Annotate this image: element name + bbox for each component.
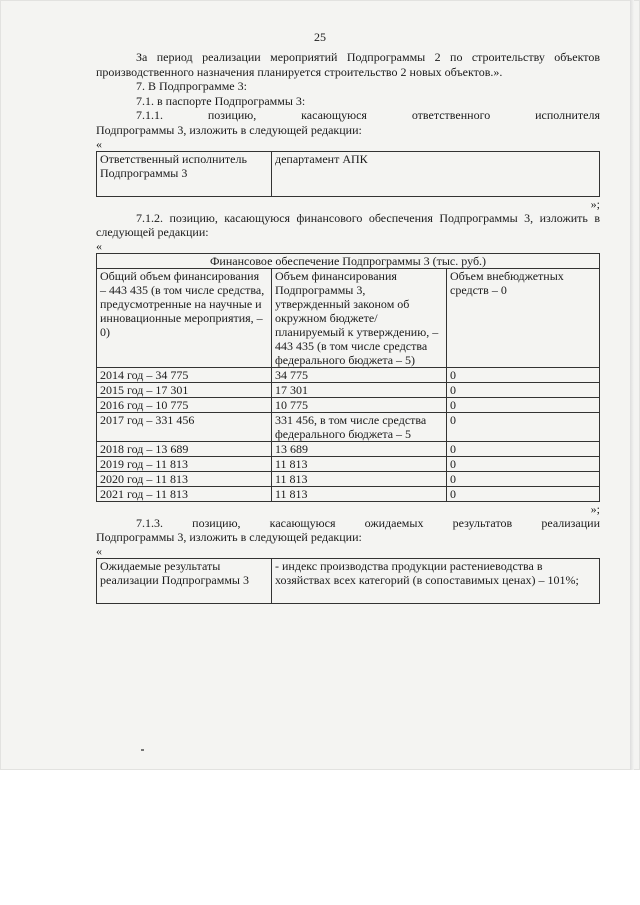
table-cell: 2020 год – 11 813 <box>97 471 272 486</box>
table-cell: 34 775 <box>272 367 447 382</box>
table-cell: 0 <box>447 397 600 412</box>
table-cell: 0 <box>447 486 600 501</box>
table-cell: 11 813 <box>272 471 447 486</box>
financing-table <box>96 253 600 502</box>
responsible-executor-table <box>96 151 600 197</box>
table-caption: Финансовое обеспечение Подпрограммы 3 (тыс. руб.) <box>97 253 600 268</box>
table-cell: 11 813 <box>272 486 447 501</box>
table-row <box>97 382 600 397</box>
table-cell: 13 689 <box>272 441 447 456</box>
table-cell: 2017 год – 331 456 <box>97 412 272 441</box>
page-number: 25 <box>314 30 326 44</box>
table-header-row <box>97 268 600 367</box>
table-cell: 0 <box>447 456 600 471</box>
table-row <box>97 151 600 196</box>
open-quote: « <box>96 136 102 151</box>
table-row <box>97 441 600 456</box>
table-cell: 331 456, в том числе средства федерального бюджета – 5 <box>272 412 447 441</box>
table-row <box>97 456 600 471</box>
table-cell: 2014 год – 34 775 <box>97 367 272 382</box>
table-row <box>97 471 600 486</box>
table-cell-value: департамент АПК <box>272 151 600 196</box>
paragraph-item-7: 7. В Подпрограмме 3: <box>136 79 247 94</box>
table-header-budget: Объем финансирования Подпрограммы 3, утвержденный законом об окружном бюджете/ планируемый к утверждению, – 443 435 (в том числе средства федерального бюджета – 5) <box>272 268 447 367</box>
table-row <box>97 486 600 501</box>
table-row <box>97 412 600 441</box>
table-cell: 0 <box>447 367 600 382</box>
document-body <box>96 50 600 604</box>
paragraph-item-7-1-3: 7.1.3. позицию, касающуюся ожидаемых результатов реализации <box>136 515 600 530</box>
close-quote: »; <box>590 501 600 516</box>
paragraph-item-7-1-3-cont: Подпрограммы 3, изложить в следующей редакции: <box>96 530 362 545</box>
paragraph-subprogram2-result: За период реализации мероприятий Подпрограммы 2 по строительству объектов производственного назначения планируется строительство 2 новых объектов.». <box>96 50 600 79</box>
table-cell-value: - индекс производства продукции растениеводства в хозяйствах всех категорий (в сопоставимых ценах) – 101%; <box>272 558 600 603</box>
table-header-offbudget: Объем внебюджетных средств – 0 <box>447 268 600 367</box>
table-cell: 10 775 <box>272 397 447 412</box>
table-cell: 2019 год – 11 813 <box>97 456 272 471</box>
paragraph-item-7-1-1-cont: Подпрограммы 3, изложить в следующей редакции: <box>96 122 362 137</box>
table-caption-row <box>97 253 600 268</box>
table-cell-label: Ответственный исполнитель Подпрограммы 3 <box>97 151 272 196</box>
table-cell: 2015 год – 17 301 <box>97 382 272 397</box>
table-cell: 0 <box>447 382 600 397</box>
paragraph-item-7-1-1: 7.1.1. позицию, касающуюся ответственного исполнителя <box>136 108 600 123</box>
table-cell-label: Ожидаемые результаты реализации Подпрограммы 3 <box>97 558 272 603</box>
table-cell: 0 <box>447 412 600 441</box>
table-header-total: Общий объем финансирования – 443 435 (в том числе средства, предусмотренные на научные и инновационные мероприятия, – 0) <box>97 268 272 367</box>
table-cell: 0 <box>447 471 600 486</box>
close-quote: »; <box>590 196 600 211</box>
paragraph-item-7-1-2: 7.1.2. позицию, касающуюся финансового обеспечения Подпрограммы 3, изложить в следующей редакции: <box>96 210 600 240</box>
table-row <box>97 397 600 412</box>
scan-speck <box>141 749 144 751</box>
table-row <box>97 367 600 382</box>
expected-results-table <box>96 558 600 604</box>
table-cell: 2018 год – 13 689 <box>97 441 272 456</box>
open-quote: « <box>96 238 102 253</box>
paragraph-item-7-1: 7.1. в паспорте Подпрограммы 3: <box>136 93 306 108</box>
table-row <box>97 558 600 603</box>
table-cell: 2021 год – 11 813 <box>97 486 272 501</box>
table-cell: 17 301 <box>272 382 447 397</box>
table-cell: 0 <box>447 441 600 456</box>
open-quote: « <box>96 543 102 558</box>
table-cell: 2016 год – 10 775 <box>97 397 272 412</box>
table-cell: 11 813 <box>272 456 447 471</box>
